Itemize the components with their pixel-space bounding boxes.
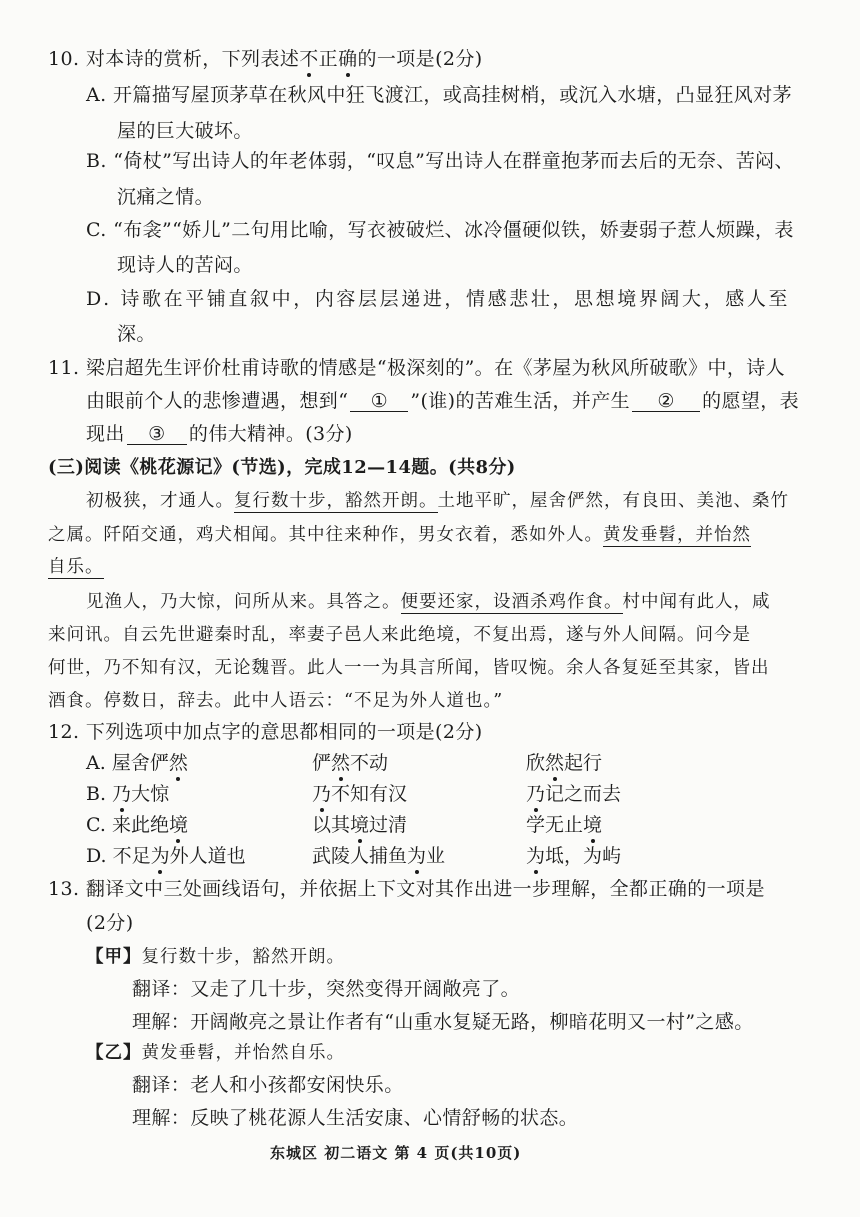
- q12-option-text: 不足: [112, 845, 151, 867]
- q10-option-a-cont: 屋的巨大破坏。: [117, 120, 253, 142]
- q12-emph-char: 乃: [112, 783, 132, 805]
- q12-option-label: A.: [86, 752, 112, 774]
- passage-line-5: 来问讯。自云先世避秦时乱，率妻子邑人来此绝境，不复出焉，遂与外人间隔。问今是: [48, 625, 751, 645]
- q12-option-text: 大惊: [131, 783, 170, 805]
- q12-option-text: 俨: [312, 752, 332, 774]
- q10-stem-text: 10. 对本诗的赏析，下列表述: [48, 48, 300, 70]
- q12-emph-char: 境: [583, 814, 603, 836]
- underlined-sentence-bing: 便要还家，设酒杀鸡作食。: [400, 592, 623, 612]
- q12-option-text: 来此绝: [111, 814, 169, 836]
- blank-3: ③: [127, 424, 187, 445]
- q12-option-text: 屋舍俨: [111, 752, 169, 774]
- q10-stem-text: 正: [318, 48, 339, 70]
- q12-option-text: 过清: [369, 814, 408, 836]
- q12-emph-char: 为: [526, 845, 546, 867]
- q10-option-a: A. 开篇描写屋顶茅草在秋风中狂飞渡江，或高挂树梢，或沉入水塘，凸显狂风对茅: [86, 84, 793, 106]
- q12-option-text: 不动: [350, 752, 389, 774]
- q12-option-cell: [86, 751, 188, 775]
- q11-text: 现出: [86, 423, 125, 445]
- passage-line-4: [86, 590, 771, 614]
- q10-option-d-cont: 深。: [117, 323, 156, 345]
- q10-emph-char: 不: [299, 48, 319, 70]
- q10-stem-text: 的一项是(2分): [357, 48, 483, 70]
- passage-text: 土地平旷，屋舍俨然，有良田、美池、桑竹: [437, 491, 789, 511]
- q11-text: 的伟大精神。(3分): [188, 423, 353, 445]
- q13-jia-translation: 翻译：又走了几十步，突然变得开阔敞亮了。: [132, 978, 521, 1000]
- q10-option-c-cont: 现诗人的苦闷。: [117, 254, 253, 276]
- q10-option-b-cont: 沉痛之情。: [117, 186, 215, 208]
- q12-option-text: 学无止: [526, 814, 584, 836]
- passage-text: 村中闻有此人，咸: [622, 592, 771, 612]
- q13-yi-understanding: 理解：反映了桃花源人生活安康、心情舒畅的状态。: [132, 1107, 579, 1129]
- q13-yi: [86, 1041, 345, 1065]
- q12-emph-char: 境: [168, 814, 188, 836]
- q10-emph-char: 确: [338, 48, 358, 70]
- q12-option-text: 记之而去: [545, 783, 622, 805]
- q10-option-d: D. 诗歌在平铺直叙中，内容层层递进，情感悲壮，思想境界阔大，感人至: [86, 288, 791, 310]
- yi-mark: 【乙】: [86, 1043, 142, 1063]
- q12-option-cell: [86, 782, 169, 806]
- section-heading: (三)阅读《桃花源记》(节选)，完成12—14题。(共8分): [48, 457, 516, 478]
- q12-option-cell: [312, 782, 407, 806]
- blank-2: ②: [632, 391, 700, 412]
- yi-sentence: 黄发垂髫，并怡然自乐。: [141, 1043, 345, 1063]
- q11-line-3: [86, 422, 353, 446]
- q12-option-cell: [526, 751, 602, 775]
- passage-line-2: [48, 523, 751, 547]
- passage-line-1: [86, 489, 789, 513]
- passage-line-7: 酒食。停数日，辞去。此中人语云：“不足为外人道也。”: [48, 691, 504, 711]
- q12-option-cell: [526, 844, 621, 868]
- q11-text: 的愿望，表: [702, 390, 800, 412]
- q12-option-label: C.: [86, 814, 112, 836]
- q12-emph-char: 然: [168, 752, 188, 774]
- q10-option-b: B. “倚杖”写出诗人的年老体弱，“叹息”写出诗人在群童抱茅而去后的无奈、苦闷、: [86, 150, 794, 172]
- q12-option-cell: [86, 844, 246, 868]
- q12-option-text: 欣: [526, 752, 546, 774]
- q13-line-2: (2分): [86, 912, 134, 934]
- underlined-sentence-yi-end: 自乐。: [48, 557, 104, 577]
- q10-option-c: C. “布衾”“娇儿”二句用比喻，写衣被破烂、冰冷僵硬似铁，娇妻弱子惹人烦躁，表: [86, 219, 794, 241]
- q12-option-text: 坻，为屿: [545, 845, 622, 867]
- q12-option-label: B.: [86, 783, 113, 805]
- q12-option-text: 武陵人捕鱼: [312, 845, 408, 867]
- q13-jia-understanding: 理解：开阔敞亮之景让作者有“山重水复疑无路，柳暗花明又一村”之感。: [132, 1011, 754, 1033]
- q11-text: ”(谁)的苦难生活，并产生: [410, 390, 631, 412]
- q12-emph-char: 然: [545, 752, 565, 774]
- underlined-sentence-yi: 黄发垂髫，并怡然: [603, 525, 751, 545]
- q12-option-cell: [312, 813, 407, 837]
- jia-mark: 【甲】: [86, 947, 142, 967]
- q12-option-label: D.: [86, 845, 113, 867]
- q12-option-text: 以其: [312, 814, 351, 836]
- jia-sentence: 复行数十步，豁然开朗。: [141, 947, 345, 967]
- underlined-sentence-jia: 复行数十步，豁然开朗。: [234, 491, 438, 511]
- q12-emph-char: 然: [331, 752, 351, 774]
- passage-line-6: 何世，乃不知有汉，无论魏晋。此人一一为具言所闻，皆叹惋。余人各复延至其家，皆出: [48, 658, 770, 678]
- q12-option-text: 起行: [564, 752, 603, 774]
- q11-text: 由眼前个人的悲惨遭遇，想到“: [86, 390, 349, 412]
- q12-option-cell: [86, 813, 188, 837]
- passage-line-3: [48, 555, 104, 579]
- q12-option-cell: [526, 813, 602, 837]
- q13-jia: [86, 945, 345, 969]
- passage-text: 之属。阡陌交通，鸡犬相闻。其中往来种作，男女衣着，悉如外人。: [48, 525, 603, 545]
- q12-option-cell: [312, 844, 445, 868]
- q12-emph-char: 境: [350, 814, 370, 836]
- q12-option-cell: [526, 782, 621, 806]
- q12-option-text: 不知有汉: [331, 783, 408, 805]
- q12-emph-char: 为: [150, 845, 170, 867]
- page-footer: 东城区 初二语文 第 4 页(共10页): [270, 1144, 522, 1162]
- q12-emph-char: 为: [407, 845, 427, 867]
- q13-yi-translation: 翻译：老人和小孩都安闲快乐。: [132, 1074, 404, 1096]
- q10-stem: [48, 47, 483, 71]
- q12-option-text: 外人道也: [169, 845, 246, 867]
- q13-line-1: 13. 翻译文中三处画线语句，并依据上下文对其作出进一步理解，全都正确的一项是: [48, 878, 765, 900]
- q12-emph-char: 乃: [526, 783, 546, 805]
- passage-text: 见渔人，乃大惊，问所从来。具答之。: [86, 592, 401, 612]
- passage-text: 初极狭，才通人。: [86, 491, 234, 511]
- q12-option-text: 业: [426, 845, 446, 867]
- q11-line-2: [86, 389, 799, 413]
- q11-line-1: 11. 梁启超先生评价杜甫诗歌的情感是“极深刻的”。在《茅屋为秋风所破歌》中，诗人: [48, 357, 786, 379]
- q12-emph-char: 乃: [312, 783, 332, 805]
- blank-1: ①: [350, 391, 408, 412]
- q12-option-cell: [312, 751, 388, 775]
- q12-stem: 12. 下列选项中加点字的意思都相同的一项是(2分): [48, 721, 483, 743]
